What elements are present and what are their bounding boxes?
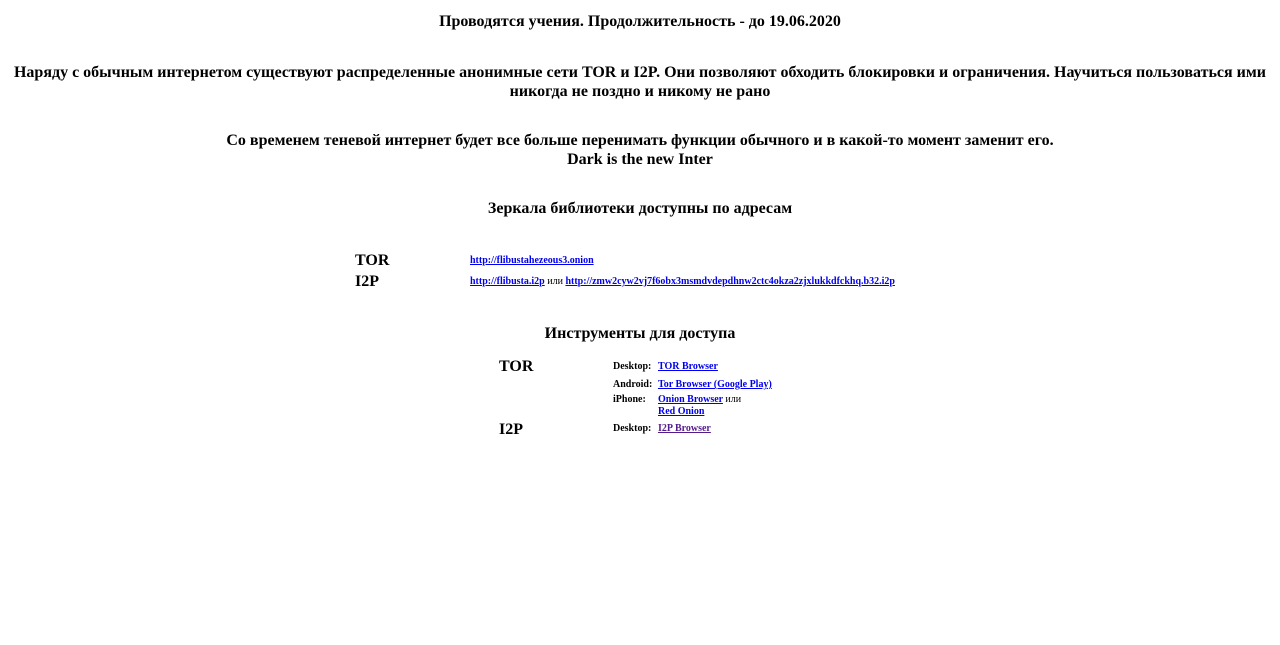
networks-text-line1: Наряду с обычным интернетом существуют распределенные анонимные сети TOR и I2P. Они позволяют обходить блокировки и ограничения. Научиться пользоваться ими bbox=[13, 64, 1266, 81]
tools-tor-android-row bbox=[613, 378, 772, 391]
mirror-tor-row bbox=[470, 254, 594, 267]
tools-heading bbox=[0, 324, 1280, 343]
networks-text-line2: никогда не поздно и никому не рано bbox=[509, 83, 771, 100]
dark-paragraph bbox=[0, 131, 1280, 169]
mirrors-heading bbox=[0, 199, 1280, 218]
iphone-key-label: iPhone: bbox=[613, 394, 646, 405]
exercise-notice bbox=[0, 12, 1280, 31]
tools-heading-text: Инструменты для доступа bbox=[544, 325, 736, 342]
dark-text-line1: Со временем теневой интернет будет все больше перенимать функции обычного и в какой-то момент заменит его. bbox=[226, 132, 1054, 149]
i2p-desktop-key-label: Desktop: bbox=[613, 423, 652, 434]
dark-text-line2: Dark is the new Inter bbox=[567, 151, 713, 168]
tools-i2p-label: I2P bbox=[499, 421, 523, 438]
mirror-i2p-label: I2P bbox=[355, 273, 379, 290]
networks-paragraph bbox=[8, 63, 1272, 101]
mirror-tor-label: TOR bbox=[355, 252, 390, 269]
exercise-notice-text: Проводятся учения. Продолжительность - до 19.06.2020 bbox=[439, 13, 841, 30]
tor-browser-google-play-link[interactable]: Tor Browser (Google Play) bbox=[658, 379, 772, 390]
red-onion-link[interactable]: Red Onion bbox=[658, 406, 705, 417]
tools-tor-label: TOR bbox=[499, 358, 534, 375]
android-key-label: Android: bbox=[613, 379, 653, 390]
mirrors-heading-text: Зеркала библиотеки доступны по адресам bbox=[487, 200, 793, 217]
mirror-tor-link[interactable]: http://flibustahezeous3.onion bbox=[470, 255, 594, 266]
tools-tor-iphone-row-2 bbox=[658, 405, 704, 418]
mirror-i2p-link-1[interactable]: http://flibusta.i2p bbox=[470, 276, 545, 287]
i2p-browser-link[interactable]: I2P Browser bbox=[658, 423, 711, 434]
iphone-or-text: или bbox=[725, 394, 742, 405]
tor-browser-link[interactable]: TOR Browser bbox=[658, 361, 718, 372]
mirror-or-text: или bbox=[547, 276, 563, 287]
onion-browser-link[interactable]: Onion Browser bbox=[658, 394, 723, 405]
tools-tor-desktop-row bbox=[613, 360, 718, 373]
mirror-i2p-row bbox=[470, 275, 895, 288]
tools-i2p-desktop-row bbox=[613, 422, 711, 435]
mirror-i2p-link-2[interactable]: http://zmw2cyw2vj7f6obx3msmdvdepdhnw2ctc4okza2zjxlukkdfckhq.b32.i2p bbox=[565, 276, 895, 287]
desktop-key-label: Desktop: bbox=[613, 361, 652, 372]
